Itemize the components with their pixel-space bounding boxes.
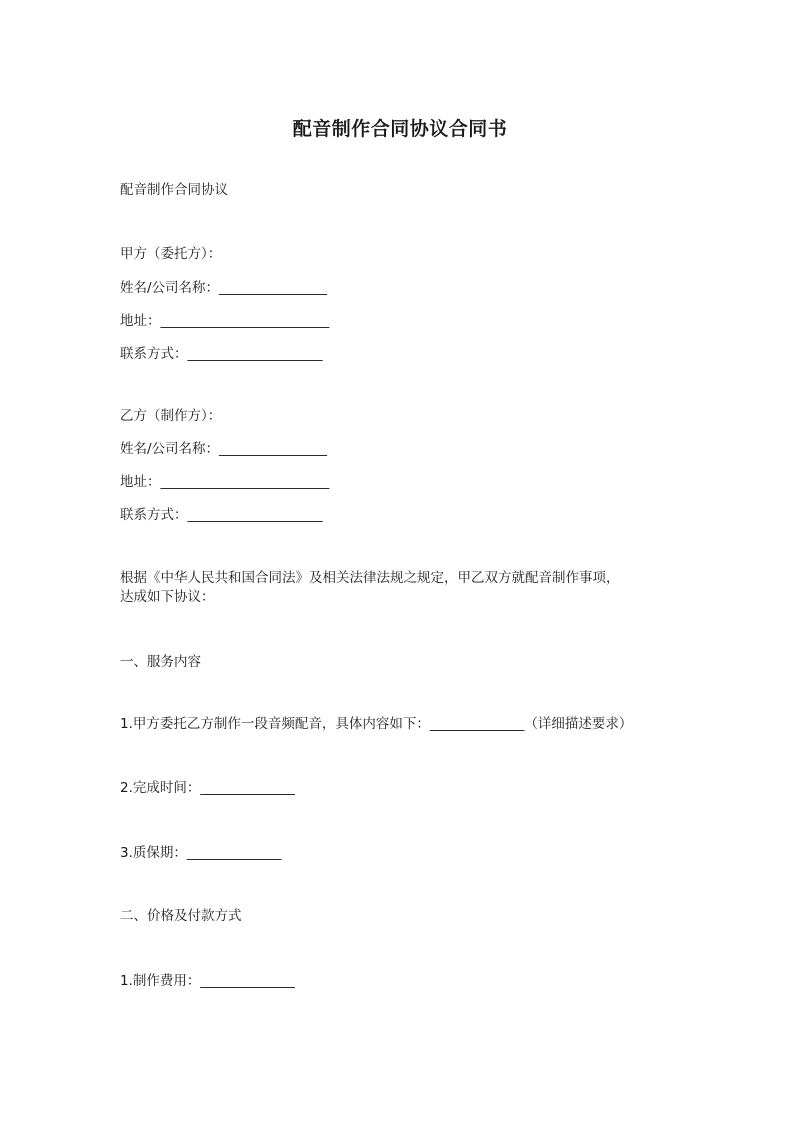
- section-1-item-2: 2.完成时间：______________: [120, 780, 295, 796]
- document-title: 配音制作合同协议合同书: [292, 118, 508, 140]
- document-subtitle: 配音制作合同协议: [120, 182, 228, 198]
- preamble-line-1: 根据《中华人民共和国合同法》及相关法律法规之规定，甲乙双方就配音制作事项，: [120, 570, 620, 586]
- party-a-heading: 甲方（委托方）：: [120, 246, 222, 262]
- party-b-name-field: 姓名/公司名称：________________: [120, 441, 328, 457]
- section-1-item-3: 3.质保期：______________: [120, 845, 282, 861]
- section-2-item-1: 1.制作费用：______________: [120, 973, 295, 989]
- section-1-item-1: 1.甲方委托乙方制作一段音频配音，具体内容如下：______________（详细描述要求）: [120, 716, 633, 732]
- section-1-heading: 一、服务内容: [120, 654, 201, 670]
- party-b-contact-field: 联系方式：____________________: [120, 507, 323, 523]
- party-b-address-field: 地址：_________________________: [120, 474, 330, 490]
- party-a-contact-field: 联系方式：____________________: [120, 346, 323, 362]
- party-a-address-field: 地址：_________________________: [120, 313, 330, 329]
- party-a-name-field: 姓名/公司名称：________________: [120, 280, 328, 296]
- preamble-line-2: 达成如下协议：: [120, 589, 215, 605]
- party-b-heading: 乙方（制作方）：: [120, 408, 222, 424]
- section-2-heading: 二、价格及付款方式: [120, 908, 242, 924]
